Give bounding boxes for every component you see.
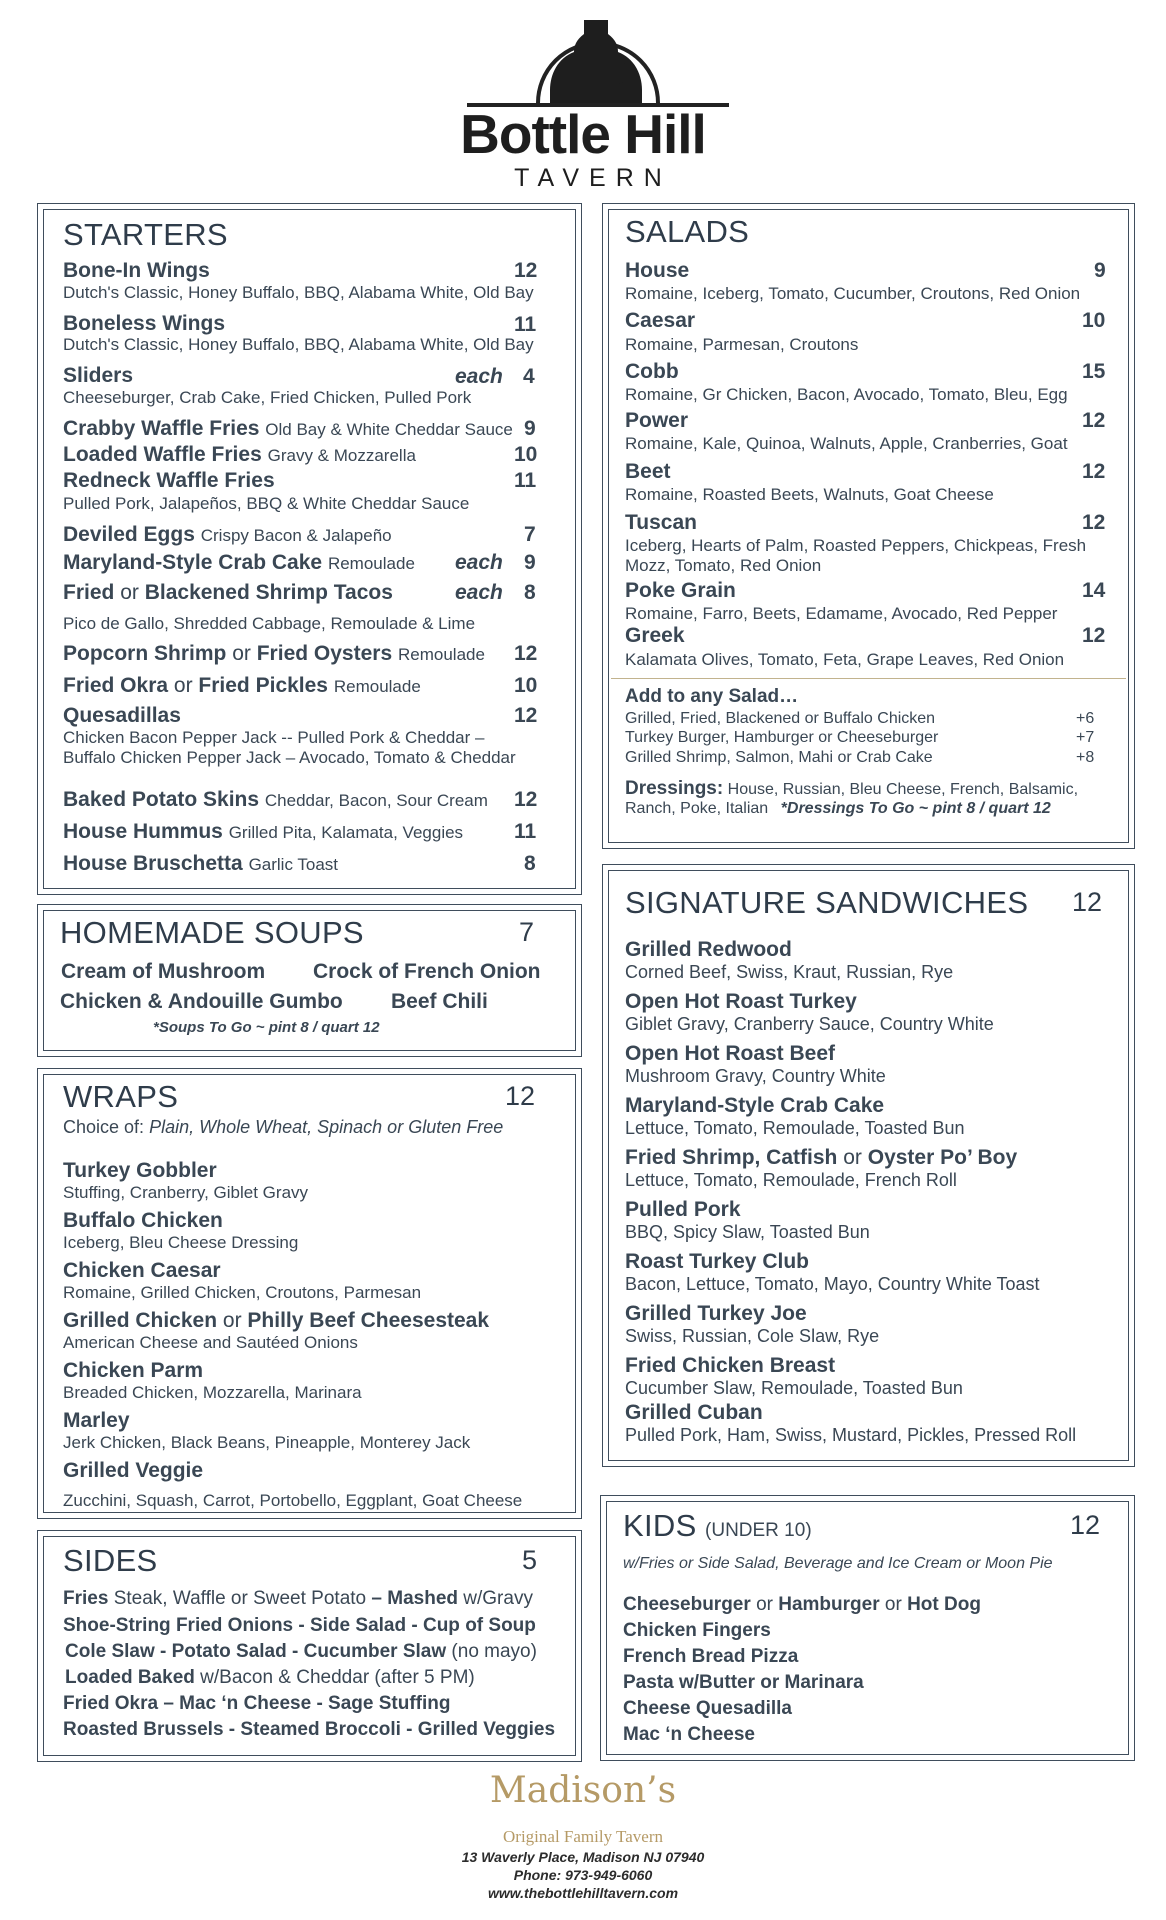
menu-item-name: Power xyxy=(625,409,689,432)
sides-title: SIDES xyxy=(63,1543,158,1578)
menu-item-name: Tuscan xyxy=(625,511,697,534)
kids-item: French Bread Pizza xyxy=(623,1646,799,1667)
menu-item-price: 7 xyxy=(524,523,536,546)
menu-item-name: Poke Grain xyxy=(625,579,736,602)
menu-item xyxy=(63,788,488,812)
menu-item-desc: Romaine, Farro, Beets, Edamame, Avocado, Red Pepper xyxy=(625,604,1058,623)
menu-item-price: 12 xyxy=(1082,511,1106,534)
dressings-to-go-note: *Dressings To Go ~ pint 8 / quart 12 xyxy=(780,800,1051,817)
footer xyxy=(0,1770,1166,1920)
menu-item-name: Crabby Waffle Fries xyxy=(63,417,260,440)
menu-item-price: 12 xyxy=(514,788,538,811)
menu-item-name: Blackened Shrimp Tacos xyxy=(144,581,393,604)
soups-price: 7 xyxy=(519,917,535,947)
dressings-label: Dressings: xyxy=(625,778,724,799)
choice-label: Choice of: xyxy=(63,1117,145,1137)
dressings xyxy=(625,778,1078,800)
or-text: or xyxy=(843,1146,862,1169)
footer-tagline: Original Family Tavern xyxy=(503,1827,663,1846)
menu-item-name: Loaded Waffle Fries xyxy=(63,443,262,466)
footer-website[interactable]: www.thebottlehilltavern.com xyxy=(487,1885,679,1901)
menu-item xyxy=(63,551,415,575)
side-item: Fries xyxy=(63,1588,109,1609)
menu-item-name: Boneless Wings xyxy=(63,312,226,335)
add-on-price: +8 xyxy=(1076,749,1095,766)
each-label: each xyxy=(455,551,503,574)
sides-line xyxy=(65,1667,475,1689)
menu-item-desc: Giblet Gravy, Cranberry Sauce, Country White xyxy=(625,1014,994,1034)
menu-item-name: Fried Okra xyxy=(63,674,169,697)
menu-item-name: Philly Beef Cheesesteak xyxy=(247,1309,490,1332)
menu-item xyxy=(625,1146,1017,1170)
menu-item xyxy=(63,581,393,605)
or-text: or xyxy=(884,1594,902,1615)
menu-item-desc: Chicken Bacon Pepper Jack -- Pulled Pork & Cheddar – xyxy=(63,728,485,747)
menu-item-name: Grilled Cuban xyxy=(625,1401,763,1424)
soups-to-go-note: *Soups To Go ~ pint 8 / quart 12 xyxy=(153,1019,380,1036)
menu-item-price: 14 xyxy=(1082,579,1106,602)
kids-item: Cheese Quesadilla xyxy=(623,1698,792,1719)
side-item: Cole Slaw - Potato Salad - Cucumber Slaw xyxy=(65,1641,447,1662)
kids-item: Chicken Fingers xyxy=(623,1620,771,1641)
menu-item-name: House xyxy=(625,259,690,282)
side-note: w/Bacon & Cheddar (after 5 PM) xyxy=(200,1667,475,1688)
menu-item-desc: Pulled Pork, Jalapeños, BBQ & White Cheddar Sauce xyxy=(63,494,470,513)
sandwiches-price: 12 xyxy=(1072,887,1103,917)
kids-item-name: Cheeseburger xyxy=(623,1594,751,1615)
side-note: w/Gravy xyxy=(463,1588,533,1609)
menu-item xyxy=(63,523,392,547)
wraps-title: WRAPS xyxy=(63,1079,179,1114)
or-text: or xyxy=(756,1594,773,1615)
wraps-section xyxy=(37,1068,582,1519)
menu-item-desc: Kalamata Olives, Tomato, Feta, Grape Leaves, Red Onion xyxy=(625,650,1065,669)
side-note: (no mayo) xyxy=(451,1641,537,1662)
choice-options: Plain, Whole Wheat, Spinach or Gluten Free xyxy=(149,1117,504,1137)
menu-item-desc: Romaine, Iceberg, Tomato, Cucumber, Croutons, Red Onion xyxy=(625,284,1081,303)
starters-section xyxy=(37,203,582,895)
side-item: – Mashed xyxy=(371,1588,458,1609)
kids-item-name: Hot Dog xyxy=(907,1594,981,1615)
menu-item-desc: Lettuce, Tomato, Remoulade, French Roll xyxy=(625,1170,957,1190)
salads-section xyxy=(602,203,1135,849)
menu-item-note: Gravy & Mozzarella xyxy=(267,446,416,465)
menu-item-note: Remoulade xyxy=(333,677,421,696)
menu-item-name: Maryland-Style Crab Cake xyxy=(625,1094,885,1117)
menu-item-name: Chicken Caesar xyxy=(63,1259,221,1282)
menu-item xyxy=(63,443,416,467)
menu-item-name: Quesadillas xyxy=(63,704,181,727)
side-item: Loaded Baked xyxy=(65,1667,195,1688)
menu-item-desc: Pico de Gallo, Shredded Cabbage, Remoulade & Lime xyxy=(63,614,476,633)
menu-item xyxy=(63,820,463,844)
menu-item-price: 12 xyxy=(1082,460,1106,483)
menu-item-price: 9 xyxy=(524,551,536,574)
madisons-logo: Madison’s xyxy=(489,1770,677,1811)
menu-item-desc: Jerk Chicken, Black Beans, Pineapple, Monterey Jack xyxy=(63,1433,471,1452)
menu-item-price: 10 xyxy=(514,674,538,697)
menu-item xyxy=(63,642,485,666)
menu-item-desc: Iceberg, Bleu Cheese Dressing xyxy=(63,1233,299,1252)
brand-subtitle: TAVERN xyxy=(514,164,672,192)
menu-item-name: Greek xyxy=(625,624,685,647)
menu-item-name: Cobb xyxy=(625,360,679,383)
menu-item-price: 12 xyxy=(514,642,538,665)
menu-item-price: 12 xyxy=(514,704,538,727)
or-text: or xyxy=(173,674,193,697)
menu-item-name: Fried Pickles xyxy=(198,674,328,697)
menu-item-name: Sliders xyxy=(63,364,134,387)
kids-item: Mac ‘n Cheese xyxy=(623,1724,755,1745)
menu-item xyxy=(63,417,513,441)
menu-item-name: Grilled Turkey Joe xyxy=(625,1302,807,1325)
soup-item: Chicken & Andouille Gumbo xyxy=(60,990,343,1013)
wraps-choice xyxy=(63,1117,503,1138)
kids-item: Pasta w/Butter or Marinara xyxy=(623,1672,864,1693)
menu-item-name: Beet xyxy=(625,460,671,483)
kids-heading xyxy=(623,1508,812,1544)
menu-item-name: Fried Chicken Breast xyxy=(625,1354,836,1377)
menu-item-note: Remoulade xyxy=(397,645,485,664)
brand-name: Bottle Hill xyxy=(460,103,706,165)
menu-item-name: Baked Potato Skins xyxy=(63,788,260,811)
each-label: each xyxy=(455,581,503,604)
soups-section xyxy=(37,904,582,1057)
menu-item-desc: Breaded Chicken, Mozzarella, Marinara xyxy=(63,1383,362,1402)
menu-item-name: Caesar xyxy=(625,309,696,332)
add-on-item: Turkey Burger, Hamburger or Cheeseburger xyxy=(625,729,939,746)
or-text: or xyxy=(222,1309,242,1332)
menu-item-note: Old Bay & White Cheddar Sauce xyxy=(265,420,513,439)
menu-item-desc: Romaine, Parmesan, Croutons xyxy=(625,335,859,354)
kids-item xyxy=(623,1594,981,1616)
soup-item: Cream of Mushroom xyxy=(61,960,266,983)
menu-item-name: Pulled Pork xyxy=(625,1198,741,1221)
soup-item: Beef Chili xyxy=(391,990,488,1013)
menu-item-note: Cheddar, Bacon, Sour Cream xyxy=(264,791,488,810)
menu-item-name: Fried xyxy=(63,581,115,604)
menu-item-desc: Pulled Pork, Ham, Swiss, Mustard, Pickles, Pressed Roll xyxy=(625,1425,1077,1445)
sandwiches-section xyxy=(602,864,1135,1467)
menu-item-desc: Romaine, Roasted Beets, Walnuts, Goat Cheese xyxy=(625,485,994,504)
menu-item-name: Fried Shrimp, Catfish xyxy=(625,1146,838,1169)
menu-item-desc: Romaine, Kale, Quinoa, Walnuts, Apple, Cranberries, Goat xyxy=(625,434,1068,453)
add-on-price: +7 xyxy=(1076,729,1095,746)
menu-item-name: Open Hot Roast Beef xyxy=(625,1042,836,1065)
menu-item-desc: Bacon, Lettuce, Tomato, Mayo, Country White Toast xyxy=(625,1274,1040,1294)
menu-item-desc: Mushroom Gravy, Country White xyxy=(625,1066,886,1086)
menu-item-name: Open Hot Roast Turkey xyxy=(625,990,857,1013)
menu-item-price: 9 xyxy=(1094,259,1106,282)
sides-line xyxy=(65,1641,537,1663)
menu-item-desc: BBQ, Spicy Slaw, Toasted Bun xyxy=(625,1222,870,1242)
menu-item-desc: Cucumber Slaw, Remoulade, Toasted Bun xyxy=(625,1378,963,1398)
sides-line: Shoe-String Fried Onions - Side Salad - Cup of Soup xyxy=(63,1615,536,1636)
menu-item-desc: Corned Beef, Swiss, Kraut, Russian, Rye xyxy=(625,962,954,982)
menu-item-name: Redneck Waffle Fries xyxy=(63,469,275,492)
menu-item-price: 11 xyxy=(514,469,537,492)
menu-item-name: Fried Oysters xyxy=(256,642,393,665)
or-text: or xyxy=(232,642,251,665)
salads-title: SALADS xyxy=(625,214,750,249)
add-on-price: +6 xyxy=(1076,710,1095,727)
add-on-item: Grilled, Fried, Blackened or Buffalo Chicken xyxy=(625,710,936,727)
menu-item-desc: Dutch's Classic, Honey Buffalo, BBQ, Alabama White, Old Bay xyxy=(63,283,534,302)
menu-item-name: Roast Turkey Club xyxy=(625,1250,809,1273)
menu-item-desc: Stuffing, Cranberry, Giblet Gravy xyxy=(63,1183,309,1202)
menu-item-price: 12 xyxy=(514,259,538,282)
menu-item-desc: Mozz, Tomato, Red Onion xyxy=(625,556,822,575)
menu-item-note: Garlic Toast xyxy=(248,855,339,874)
menu-item-name: House Bruschetta xyxy=(63,852,243,875)
sides-line: Roasted Brussels - Steamed Broccoli - Grilled Veggies xyxy=(63,1719,556,1740)
kids-note: w/Fries or Side Salad, Beverage and Ice Cream or Moon Pie xyxy=(623,1555,1053,1572)
menu-item-note: Grilled Pita, Kalamata, Veggies xyxy=(228,823,464,842)
menu-item-price: 12 xyxy=(1082,624,1106,647)
menu-item-name: Bone-In Wings xyxy=(63,259,210,282)
menu-item-name: Chicken Parm xyxy=(63,1359,204,1382)
kids-title: KIDS xyxy=(623,1508,697,1543)
menu-item xyxy=(63,1309,489,1333)
menu-item-price: 10 xyxy=(514,443,538,466)
menu-item-price: 11 xyxy=(514,313,537,336)
menu-item-price: 8 xyxy=(524,581,536,604)
divider xyxy=(611,678,1126,679)
menu-item-name: Marley xyxy=(63,1409,130,1432)
menu-item-price: 4 xyxy=(523,365,535,388)
footer-phone: Phone: 973-949-6060 xyxy=(513,1867,653,1883)
footer-address: 13 Waverly Place, Madison NJ 07940 xyxy=(461,1849,705,1865)
menu-item xyxy=(63,852,338,876)
menu-item-name: Buffalo Chicken xyxy=(63,1209,223,1232)
menu-item-name: Deviled Eggs xyxy=(63,523,195,546)
menu-item-desc: Lettuce, Tomato, Remoulade, Toasted Bun xyxy=(625,1118,965,1138)
menu-item-name: Maryland-Style Crab Cake xyxy=(63,551,323,574)
menu-item-price: 15 xyxy=(1082,360,1106,383)
menu-item-desc: American Cheese and Sautéed Onions xyxy=(63,1333,358,1352)
kids-price: 12 xyxy=(1070,1510,1101,1540)
kids-section xyxy=(600,1495,1135,1761)
dressings xyxy=(625,800,1051,818)
menu-item-price: 8 xyxy=(524,852,536,875)
menu-item-name: Turkey Gobbler xyxy=(63,1159,217,1182)
add-to-salad-title: Add to any Salad… xyxy=(625,686,799,707)
menu-item-price: 9 xyxy=(524,417,536,440)
menu-item-note: Crispy Bacon & Jalapeño xyxy=(200,526,392,545)
dressings-list: House, Russian, Bleu Cheese, French, Balsamic, xyxy=(727,781,1079,798)
menu-item-desc: Romaine, Gr Chicken, Bacon, Avocado, Tomato, Bleu, Egg xyxy=(625,385,1068,404)
menu-item-desc: Romaine, Grilled Chicken, Croutons, Parmesan xyxy=(63,1283,422,1302)
soups-title: HOMEMADE SOUPS xyxy=(60,915,364,950)
menu-item-name: Grilled Veggie xyxy=(63,1459,204,1482)
menu-item xyxy=(63,674,421,698)
dressings-list: Ranch, Poke, Italian xyxy=(625,800,769,817)
sides-section xyxy=(37,1530,582,1762)
menu-item-desc: Iceberg, Hearts of Palm, Roasted Peppers, Chickpeas, Fresh xyxy=(625,536,1087,555)
menu-item-price: 11 xyxy=(514,820,537,843)
menu-item-price: 10 xyxy=(1082,309,1106,332)
menu-item-desc: Buffalo Chicken Pepper Jack – Avocado, Tomato & Cheddar xyxy=(63,748,516,767)
each-label: each xyxy=(455,365,503,388)
jug-icon xyxy=(0,0,1166,115)
or-text: or xyxy=(120,581,139,604)
menu-item-name: Oyster Po’ Boy xyxy=(867,1146,1018,1169)
kids-subtitle: (UNDER 10) xyxy=(705,1520,812,1541)
soup-item: Crock of French Onion xyxy=(313,960,541,983)
side-note: Steak, Waffle or Sweet Potato xyxy=(113,1588,367,1609)
sides-price: 5 xyxy=(522,1545,538,1575)
menu-item-name: House Hummus xyxy=(63,820,223,843)
menu-item-desc: Dutch's Classic, Honey Buffalo, BBQ, Alabama White, Old Bay xyxy=(63,335,534,354)
kids-item-name: Hamburger xyxy=(778,1594,880,1615)
wraps-price: 12 xyxy=(505,1081,536,1111)
menu-item-desc: Zucchini, Squash, Carrot, Portobello, Eggplant, Goat Cheese xyxy=(63,1491,523,1510)
menu-item-note: Remoulade xyxy=(327,554,415,573)
sandwiches-title: SIGNATURE SANDWICHES xyxy=(625,885,1029,920)
menu-item-desc: Swiss, Russian, Cole Slaw, Rye xyxy=(625,1326,880,1346)
sides-line xyxy=(63,1588,533,1610)
menu-item-name: Popcorn Shrimp xyxy=(63,642,227,665)
menu-item-name: Grilled Chicken xyxy=(63,1309,218,1332)
starters-title: STARTERS xyxy=(63,217,228,252)
menu-item-name: Grilled Redwood xyxy=(625,938,792,961)
logo xyxy=(0,0,1166,195)
menu-item-desc: Cheeseburger, Crab Cake, Fried Chicken, Pulled Pork xyxy=(63,388,472,407)
sides-line: Fried Okra – Mac ‘n Cheese - Sage Stuffing xyxy=(63,1693,451,1714)
add-on-item: Grilled Shrimp, Salmon, Mahi or Crab Cake xyxy=(625,749,933,766)
menu-item-price: 12 xyxy=(1082,409,1106,432)
